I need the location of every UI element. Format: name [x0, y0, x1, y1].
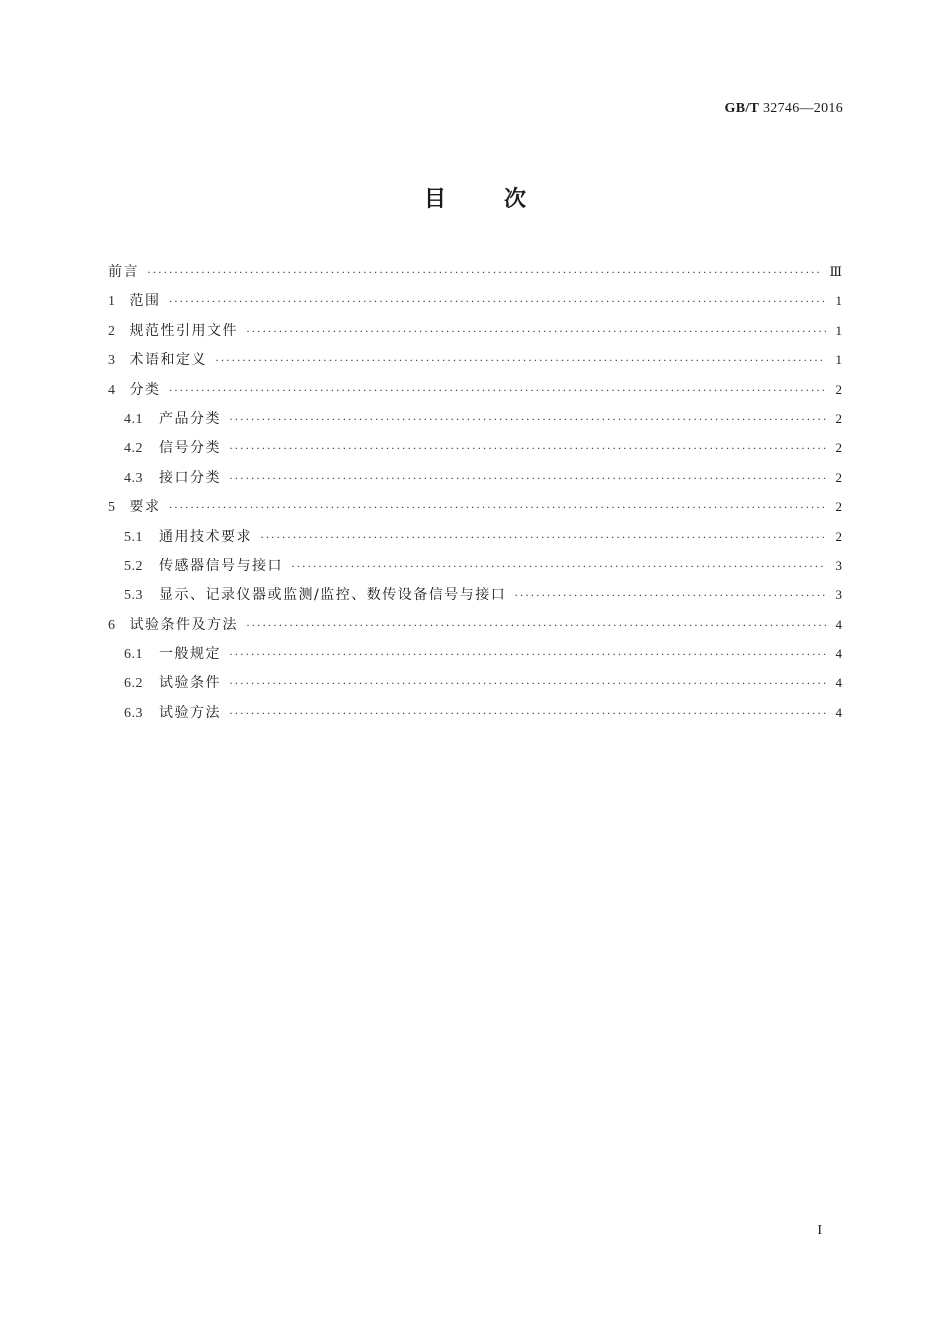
toc-entry[interactable] [108, 610, 842, 639]
toc-title [0, 182, 950, 213]
toc-entry-page: 2 [835, 469, 842, 485]
standard-code [725, 101, 843, 117]
toc-entry-title: 要求 [129, 499, 161, 516]
standard-prefix: GB/T [724, 101, 760, 116]
toc-entry-page: 2 [835, 499, 842, 515]
toc-entry[interactable] [108, 404, 842, 433]
toc-leader-dots [169, 493, 827, 522]
toc-leader-dots [246, 611, 826, 640]
toc-entry-page: 3 [835, 587, 842, 603]
toc-entry[interactable] [108, 286, 842, 315]
toc-entry-number: 5.3 [124, 588, 143, 604]
toc-entry-page: 2 [835, 440, 842, 456]
toc-entry-page: 4 [835, 616, 842, 632]
toc-leader-dots [229, 405, 826, 434]
toc-leader-dots [514, 581, 826, 610]
toc-entry[interactable] [108, 492, 842, 521]
toc-entry[interactable] [108, 345, 842, 374]
toc-entry-page: 4 [835, 646, 842, 662]
toc-leader-dots [229, 640, 826, 669]
toc-entry[interactable] [108, 698, 842, 727]
toc-entry-title: 接口分类 [159, 469, 221, 486]
toc-entry-page: 1 [835, 352, 842, 368]
toc-entry-title: 试验条件及方法 [129, 616, 238, 633]
page-number: I [817, 1223, 822, 1238]
toc-entry-title: 范围 [129, 293, 161, 310]
toc-entry-title: 产品分类 [159, 410, 221, 427]
toc-entry[interactable] [108, 375, 842, 404]
toc-entry-page: 2 [835, 528, 842, 544]
toc-entry-title: 试验条件 [159, 675, 221, 692]
toc-entry-number: 6.2 [124, 676, 143, 692]
toc-entry-title: 分类 [129, 381, 161, 398]
toc-entry[interactable] [108, 463, 842, 492]
toc-leader-dots [260, 523, 826, 552]
toc-entry-number: 5.1 [124, 529, 143, 545]
toc-entry-number: 4.3 [124, 470, 143, 486]
toc-entry-page: 1 [835, 293, 842, 309]
toc-entry[interactable] [108, 522, 842, 551]
toc-entry-number: 6.1 [124, 647, 143, 663]
toc-entry-number: 4 [108, 382, 116, 398]
toc-entry-title: 信号分类 [159, 440, 221, 457]
toc-entry[interactable] [108, 257, 842, 286]
toc-entry-title: 一般规定 [159, 646, 221, 663]
toc-leader-dots [229, 699, 826, 728]
toc-leader-dots [169, 287, 827, 316]
toc-entry-title: 规范性引用文件 [129, 322, 238, 339]
toc-entry-number: 3 [108, 353, 116, 369]
toc-entry-page: 2 [835, 410, 842, 426]
toc-entry-title: 术语和定义 [129, 352, 207, 369]
toc-entry[interactable] [108, 551, 842, 580]
standard-number: 32746—2016 [763, 101, 843, 116]
toc-entry-title: 试验方法 [159, 704, 221, 721]
toc-entry-number: 1 [108, 294, 116, 310]
toc-leader-dots [215, 346, 826, 375]
toc-entry-title: 前言 [108, 264, 139, 280]
toc-entry[interactable] [108, 639, 842, 668]
toc-entry-number: 4.1 [124, 411, 143, 427]
toc-entry-number: 5 [108, 500, 116, 516]
toc-entry-page: 4 [835, 704, 842, 720]
toc-entry-page: 1 [835, 322, 842, 338]
toc-leader-dots [147, 258, 823, 287]
toc-entry-title: 传感器信号与接口 [159, 557, 283, 574]
toc-leader-dots [169, 376, 827, 405]
toc-entry-page: Ⅲ [829, 264, 842, 279]
toc-entry-title: 通用技术要求 [159, 528, 252, 545]
toc-entry[interactable] [108, 316, 842, 345]
toc-title-char-1: 目 [423, 187, 446, 212]
toc-entry-page: 4 [835, 675, 842, 691]
toc-entry[interactable] [108, 580, 842, 609]
toc-leader-dots [246, 317, 826, 346]
toc-leader-dots [291, 552, 826, 581]
toc-entry-number: 2 [108, 323, 116, 339]
toc-leader-dots [229, 434, 826, 463]
toc-entry[interactable] [108, 668, 842, 697]
toc-entry[interactable] [108, 433, 842, 462]
toc-leader-dots [229, 669, 826, 698]
toc-entry-number: 6 [108, 617, 116, 633]
toc-entry-number: 6.3 [124, 705, 143, 721]
toc-entry-page: 2 [835, 381, 842, 397]
toc-entry-number: 4.2 [124, 441, 143, 457]
toc-title-char-2: 次 [504, 187, 527, 212]
toc-entry-page: 3 [835, 557, 842, 573]
toc-list [108, 257, 842, 727]
toc-entry-number: 5.2 [124, 558, 143, 574]
toc-leader-dots [229, 464, 826, 493]
toc-entry-title: 显示、记录仪器或监测/监控、数传设备信号与接口 [159, 587, 507, 604]
